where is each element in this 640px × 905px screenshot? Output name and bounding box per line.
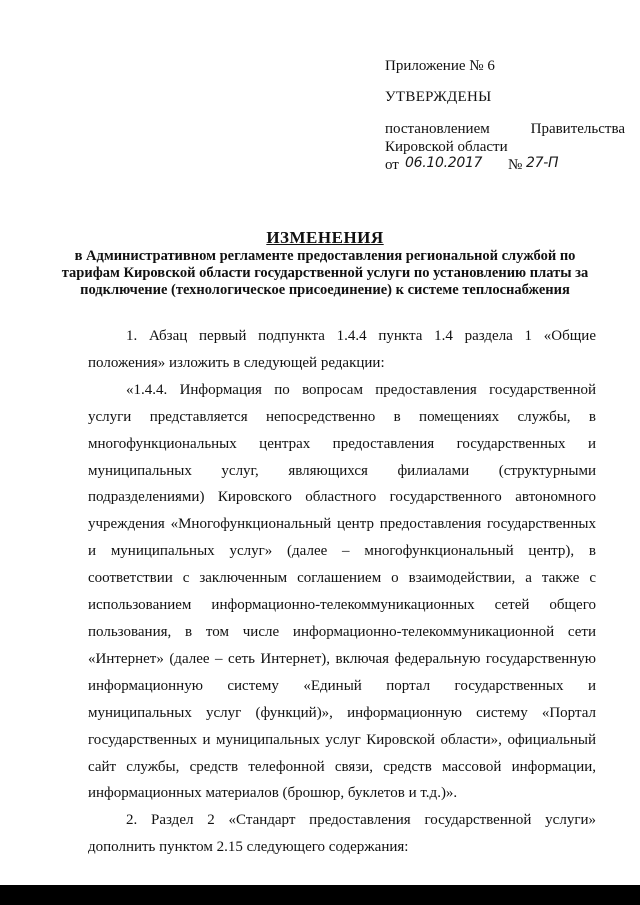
decree-region: Кировской области [385,139,508,155]
handwritten-date: 06.10.2017 [405,155,483,171]
appendix-number: Приложение № 6 [385,58,495,74]
decree-date-number [385,156,625,176]
approved-label: УТВЕРЖДЕНЫ [385,89,492,105]
from-label: от [385,157,399,173]
scan-edge-bar [0,885,640,905]
document-subtitle: в Административном регламенте предоставления региональной службой по тарифам Кировской области государственной услуги по установлению платы за подключение (технологическое присоединение) к системе теплоснабжения [61,248,589,298]
title-block [60,228,590,299]
decree-authority: постановлением Правительства [385,121,625,137]
paragraph-3: 2. Раздел 2 «Стандарт предоставления государственной услуги» дополнить пунктом 2.15 следующего содержания: [88,812,596,856]
document-title: ИЗМЕНЕНИЯ [266,228,384,247]
number-label: № [508,157,523,173]
handwritten-number: 27-П [526,155,559,171]
document-body [88,323,596,861]
paragraph-2: «1.4.4. Информация по вопросам предоставления государственной услуги представляется непосредственно в помещениях службы, в многофункциональных центрах предоставления государственных и муниципальных услуг, являющихся филиалами (структурными подразделениями) Кировского областного государственного автономного учреждения «Многофункциональный центр предоставления государственных и муниципальных услуг» (далее – многофункциональный центр), в соответствии с заключенным соглашением о взаимодействии, а также с использованием информационно-телекоммуникационных сетей общего пользования, в том числе информационно-телекоммуникационной сети «Интернет» (далее – сеть Интернет), включая федеральную государственную информационную систему «Единый портал государственных и муниципальных услуг (функций)», информационную систему «Портал государственных и муниципальных услуг Кировской области», официальный сайт службы, средств телефонной связи, средств массовой информации, информационных материалов (брошюр, буклетов и т.д.)». [88,381,596,802]
paragraph-1: 1. Абзац первый подпункта 1.4.4 пункта 1.4 раздела 1 «Общие положения» изложить в следующей редакции: [88,328,596,371]
approval-block [385,57,625,176]
